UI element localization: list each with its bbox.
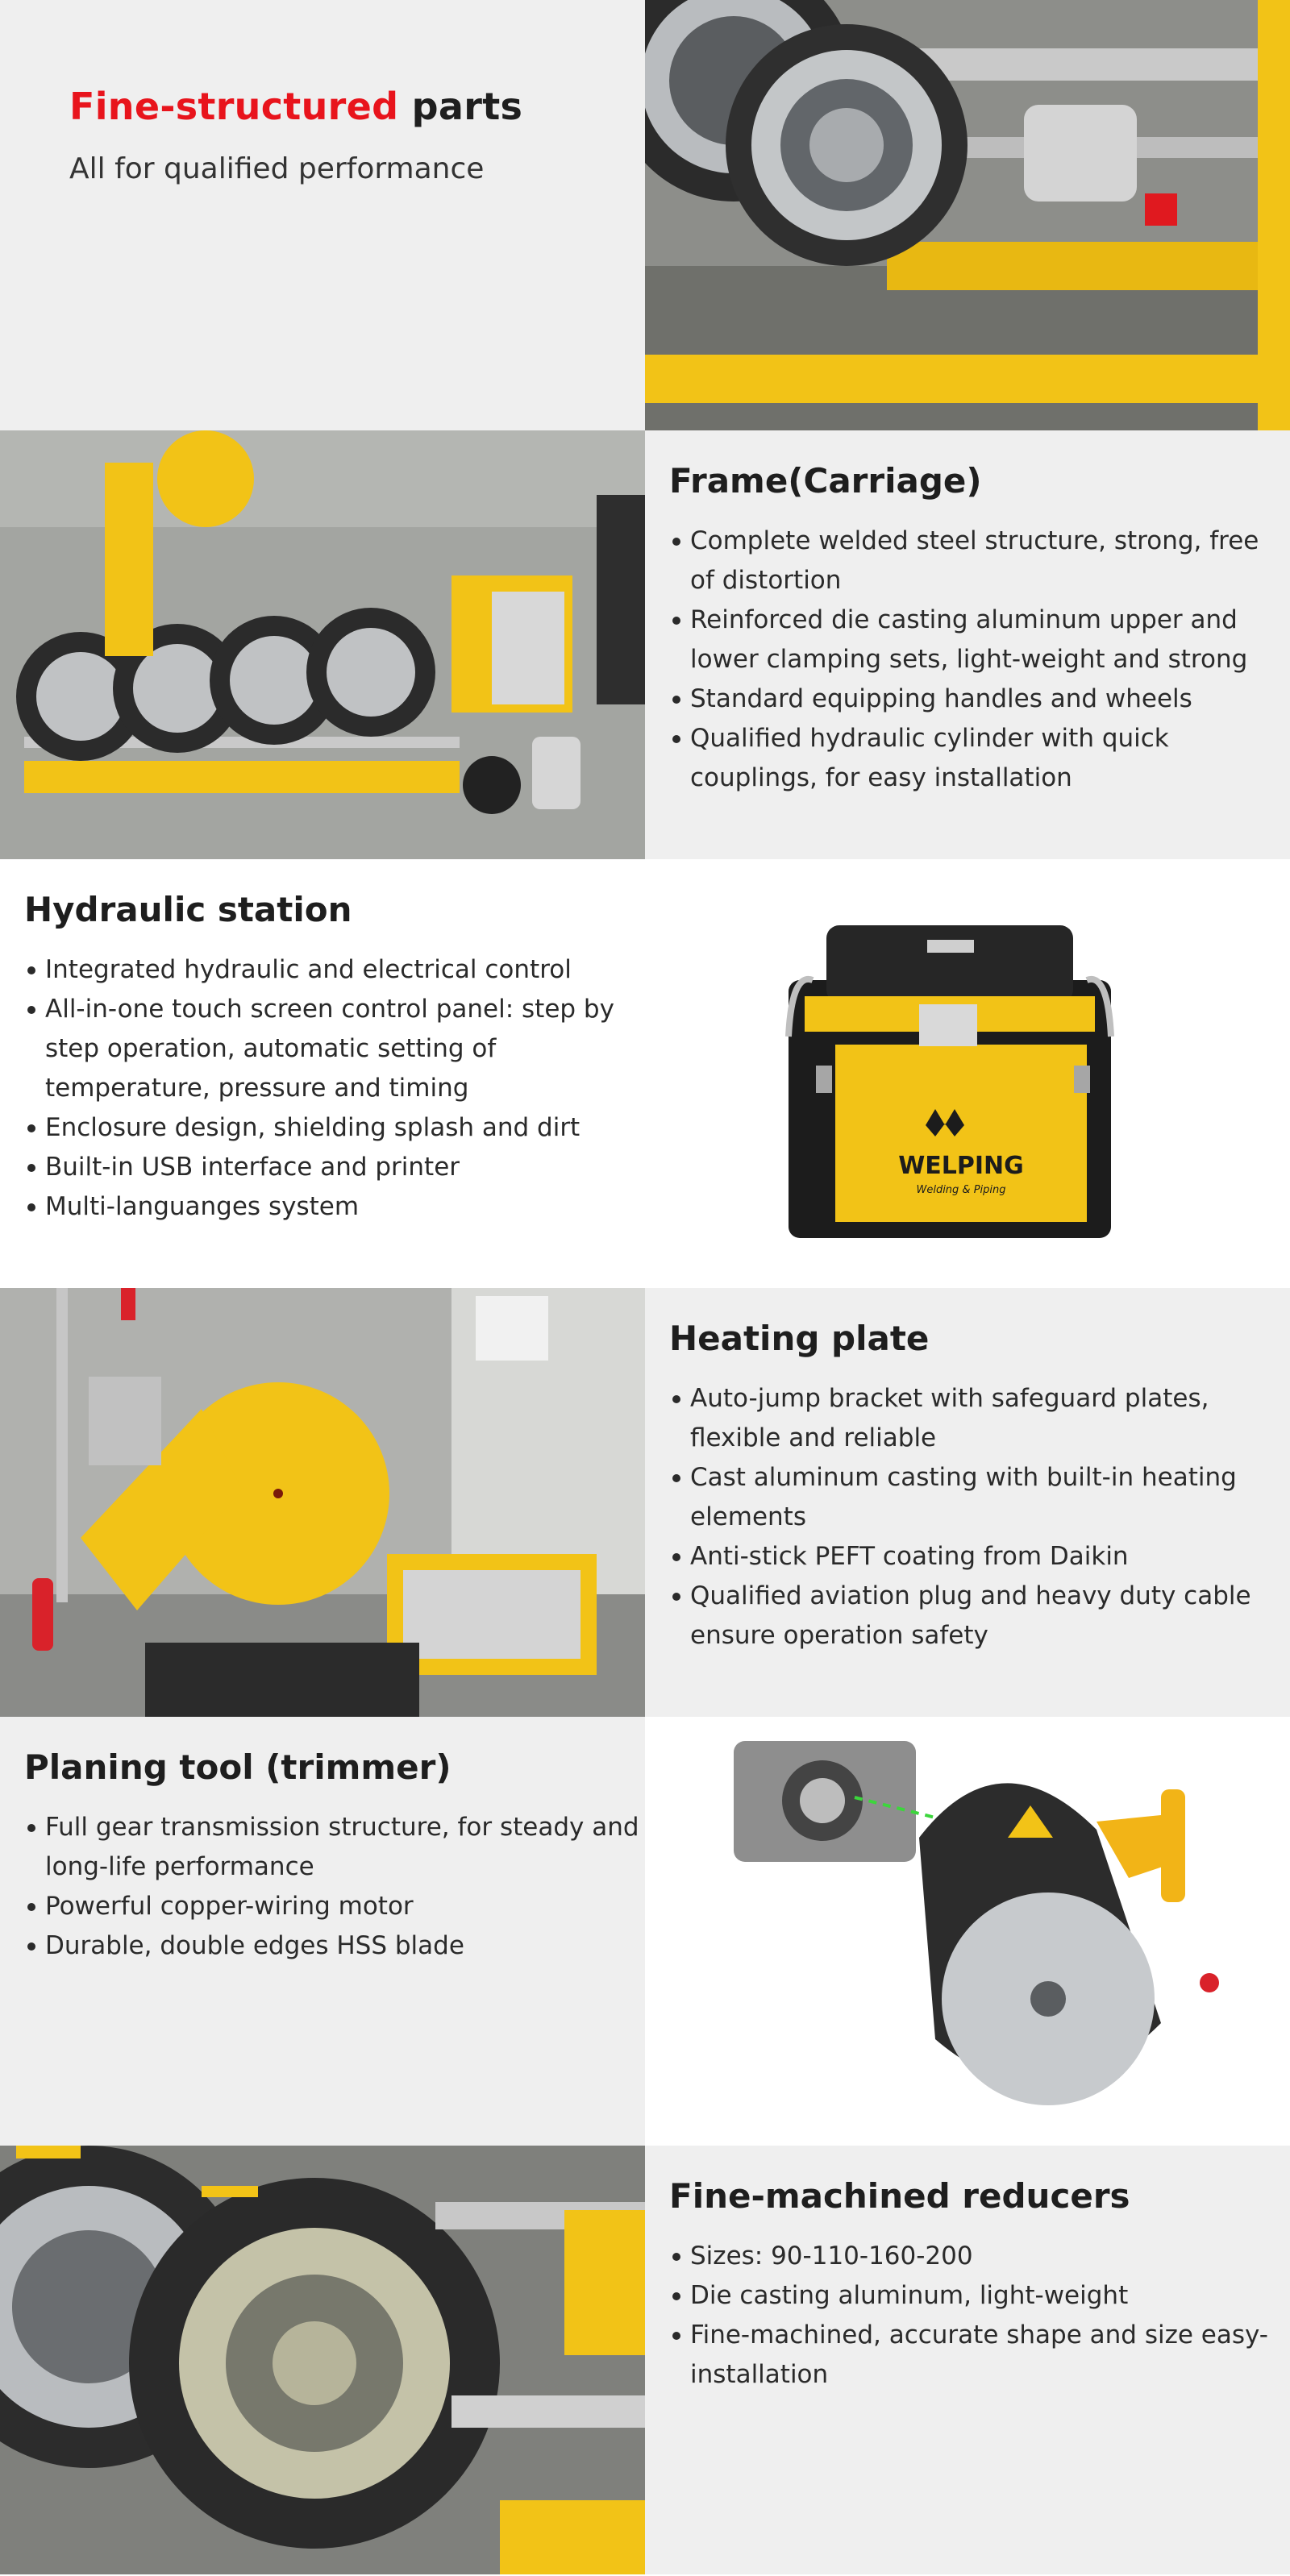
trimmer-image (645, 1717, 1290, 2146)
frame-text-panel (645, 430, 1290, 859)
reducers-row (0, 2146, 1290, 2574)
brand-name: WELPING (898, 1152, 1024, 1180)
hydraulic-station-image (645, 859, 1290, 1288)
heating-text-panel (645, 1288, 1290, 1717)
section-heading: Frame(Carriage) (669, 461, 982, 501)
list-item: Fine-machined, accurate shape and size easy-installation (669, 2316, 1290, 2395)
section-heading: Heating plate (669, 1319, 930, 1358)
intro-title-rest: parts (398, 85, 523, 128)
frame-row (0, 430, 1290, 859)
list-item: Built-in USB interface and printer (24, 1148, 645, 1187)
list-item: Multi-languanges system (24, 1187, 645, 1227)
hydraulic-text-panel (0, 859, 645, 1288)
trimmer-row (0, 1717, 1290, 2146)
list-item: Reinforced die casting aluminum upper and lower clamping sets, light-weight and strong (669, 600, 1290, 679)
trimmer-bullet-list (24, 1808, 645, 1966)
list-item: Complete welded steel structure, strong, free of distortion (669, 521, 1290, 600)
section-heading: Planing tool (trimmer) (24, 1747, 452, 1787)
list-item: Die casting aluminum, light-weight (669, 2276, 1290, 2316)
heating-bullet-list (669, 1379, 1290, 1656)
intro-title-highlight: Fine-structured (69, 85, 399, 128)
hydraulic-station-photo (645, 859, 1290, 1288)
frame-bullet-list (669, 521, 1290, 798)
reducers-closeup-image (645, 0, 1290, 430)
hydraulic-row (0, 859, 1290, 1288)
heating-plate-photo (0, 1288, 645, 1717)
list-item: Cast aluminum casting with built-in heating elements (669, 1458, 1290, 1537)
hydraulic-bullet-list (24, 950, 645, 1227)
frame-carriage-photo (0, 430, 645, 859)
heating-plate-image (0, 1288, 645, 1717)
intro-row (0, 0, 1290, 430)
list-item: Enclosure design, shielding splash and dirt (24, 1108, 645, 1148)
frame-carriage-image (0, 430, 645, 859)
reducers-photo (0, 2146, 645, 2574)
list-item: Qualified hydraulic cylinder with quick couplings, for easy installation (669, 719, 1290, 798)
trimmer-photo (645, 1717, 1290, 2146)
list-item: Auto-jump bracket with safeguard plates, flexible and reliable (669, 1379, 1290, 1458)
section-heading: Hydraulic station (24, 890, 352, 929)
list-item: Anti-stick PEFT coating from Daikin (669, 1537, 1290, 1577)
brand-tagline: Welding & Piping (916, 1184, 1006, 1196)
list-item: Full gear transmission structure, for steady and long-life performance (24, 1808, 645, 1887)
section-heading: Fine-machined reducers (669, 2176, 1130, 2216)
list-item: All-in-one touch screen control panel: step by step operation, automatic setting of temperature, pressure and timing (24, 990, 645, 1108)
list-item: Sizes: 90-110-160-200 (669, 2237, 1290, 2276)
reducers-image (0, 2146, 645, 2574)
trimmer-text-panel (0, 1717, 645, 2146)
heating-row (0, 1288, 1290, 1717)
reducers-bullet-list (669, 2237, 1290, 2395)
list-item: Powerful copper-wiring motor (24, 1887, 645, 1926)
reducers-text-panel (645, 2146, 1290, 2574)
list-item: Standard equipping handles and wheels (669, 679, 1290, 719)
list-item: Durable, double edges HSS blade (24, 1926, 645, 1966)
intro-panel (0, 0, 645, 430)
list-item: Qualified aviation plug and heavy duty cable ensure operation safety (669, 1577, 1290, 1656)
reducers-closeup-photo (645, 0, 1290, 430)
list-item: Integrated hydraulic and electrical control (24, 950, 645, 990)
intro-title (69, 85, 645, 128)
intro-subtitle: All for qualified performance (69, 152, 485, 185)
